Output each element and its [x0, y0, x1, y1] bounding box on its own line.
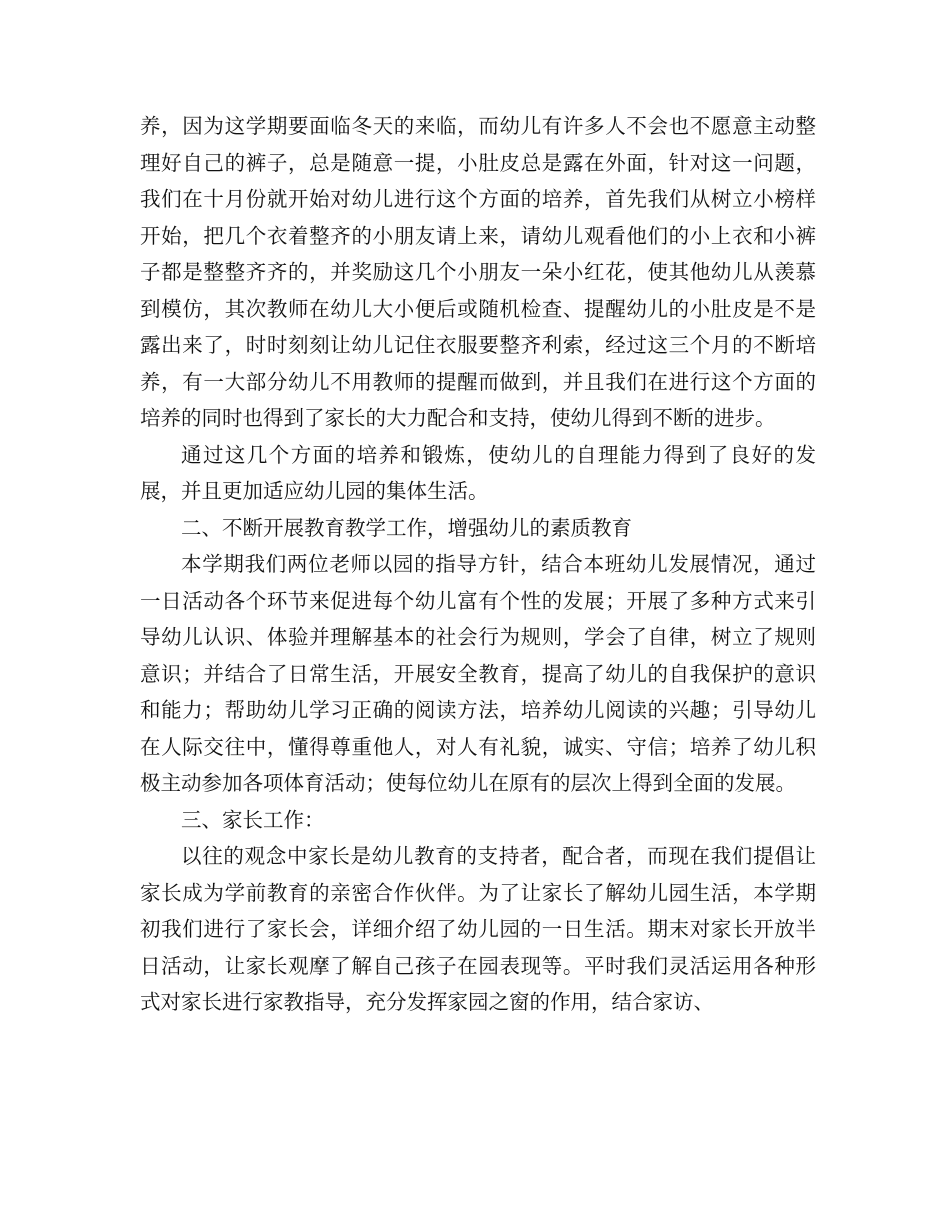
body-paragraph-parents: 以往的观念中家长是幼儿教育的支持者，配合者，而现在我们提倡让家长成为学前教育的亲密合作伙伴。为了让家长了解幼儿园生活，本学期初我们进行了家长会，详细介绍了幼儿园的一日生活。期末对家长开放半日活动，让家长观摩了解自己孩子在园表现等。平时我们灵活运用各种形式对家长进行家教指导，充分发挥家园之窗的作用，结合家访、	[140, 844, 816, 1014]
document-body	[140, 108, 816, 1021]
body-paragraph-summary: 通过这几个方面的培养和锻炼，使幼儿的自理能力得到了良好的发展，并且更加适应幼儿园的集体生活。	[140, 442, 816, 503]
section-heading-education: 二、不断开展教育教学工作，增强幼儿的素质教育	[181, 515, 632, 540]
body-paragraph-continued: 养，因为这学期要面临冬天的来临，而幼儿有许多人不会也不愿意主动整理好自己的裤子，总是随意一提，小肚皮总是露在外面，针对这一问题，我们在十月份就开始对幼儿进行这个方面的培养，首先我们从树立小榜样开始，把几个衣着整齐的小朋友请上来，请幼儿观看他们的小上衣和小裤子都是整整齐齐的，并奖励这几个小朋友一朵小红花，使其他幼儿从羡慕到模仿，其次教师在幼儿大小便后或随机检查、提醒幼儿的小肚皮是不是露出来了，时时刻刻让幼儿记住衣服要整齐利索，经过这三个月的不断培养，有一大部分幼儿不用教师的提醒而做到，并且我们在进行这个方面的培养的同时也得到了家长的大力配合和支持，使幼儿得到不断的进步。	[140, 114, 816, 430]
body-paragraph-education: 本学期我们两位老师以园的指导方针，结合本班幼儿发展情况，通过一日活动各个环节来促进每个幼儿富有个性的发展；开展了多种方式来引导幼儿认识、体验并理解基本的社会行为规则，学会了自律，树立了规则意识；并结合了日常生活，开展安全教育，提高了幼儿的自我保护的意识和能力；帮助幼儿学习正确的阅读方法，培养幼儿阅读的兴趣；引导幼儿在人际交往中，懂得尊重他人，对人有礼貌，诚实、守信；培养了幼儿积极主动参加各项体育活动；使每位幼儿在原有的层次上得到全面的发展。	[140, 552, 816, 795]
section-heading-parents: 三、家长工作：	[181, 807, 325, 832]
